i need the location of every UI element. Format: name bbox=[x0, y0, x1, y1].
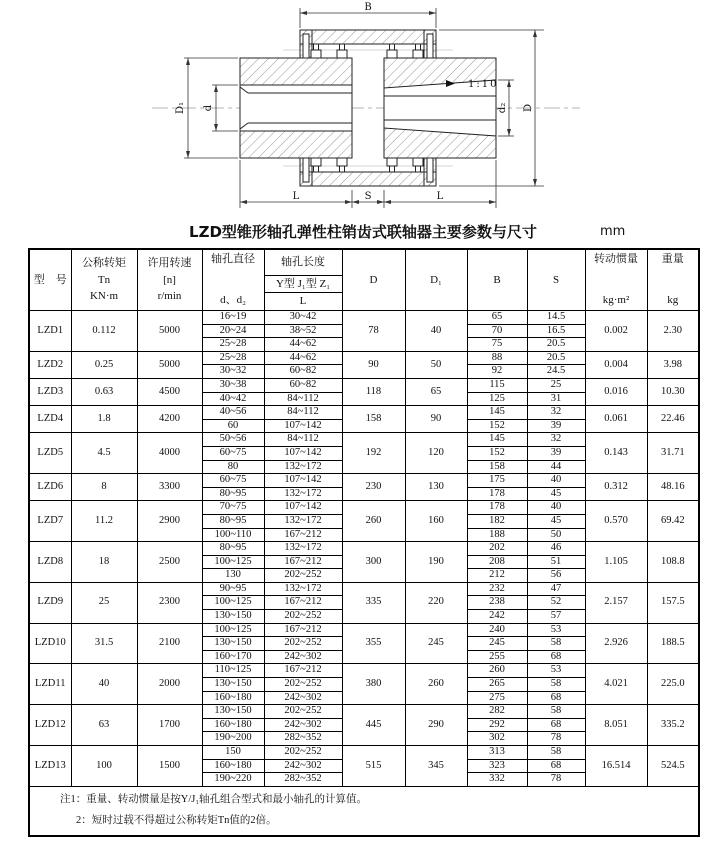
speed-cell: 4000 bbox=[137, 433, 202, 474]
dim-B-cell: 175 bbox=[467, 474, 527, 488]
dim-D1-cell: 130 bbox=[405, 474, 467, 501]
bore-length-cell: 132~172 bbox=[264, 514, 342, 528]
dim-B-cell: 115 bbox=[467, 378, 527, 392]
unit-label: mm bbox=[600, 224, 626, 239]
notes-cell bbox=[29, 786, 699, 836]
dim-label-D1: D₁ bbox=[175, 101, 186, 115]
dim-B-cell: 240 bbox=[467, 623, 527, 637]
bore-diameter-cell: 80~95 bbox=[202, 487, 264, 501]
bore-length-cell: 107~142 bbox=[264, 474, 342, 488]
model-cell: LZD4 bbox=[29, 406, 71, 433]
spec-row bbox=[29, 311, 699, 325]
bore-diameter-cell: 25~28 bbox=[202, 351, 264, 365]
taper-ratio-label: 1:10 bbox=[468, 79, 499, 90]
dim-S-cell: 58 bbox=[527, 678, 585, 692]
spec-row bbox=[29, 582, 699, 596]
bore-diameter-cell: 160~180 bbox=[202, 759, 264, 773]
dim-D1-cell: 245 bbox=[405, 623, 467, 664]
bore-diameter-cell: 100~125 bbox=[202, 555, 264, 569]
weight-cell: 225.0 bbox=[647, 664, 699, 705]
speed-cell: 2100 bbox=[137, 623, 202, 664]
bore-symbols: d、d₂ bbox=[220, 294, 246, 306]
dim-S-cell: 40 bbox=[527, 474, 585, 488]
dim-B-cell: 75 bbox=[467, 338, 527, 352]
spec-table-body bbox=[29, 311, 699, 787]
bore-diameter-cell: 20~24 bbox=[202, 324, 264, 338]
speed-cell: 2900 bbox=[137, 501, 202, 542]
speed-cell: 5000 bbox=[137, 311, 202, 352]
dim-S-cell: 44 bbox=[527, 460, 585, 474]
spec-table bbox=[28, 248, 700, 837]
bore-diameter-cell: 30~32 bbox=[202, 365, 264, 379]
dim-S-cell: 52 bbox=[527, 596, 585, 610]
dim-D-cell: 118 bbox=[342, 378, 405, 405]
inertia-cell: 0.002 bbox=[585, 311, 647, 352]
weight-cell: 31.71 bbox=[647, 433, 699, 474]
speed-cell: 1500 bbox=[137, 746, 202, 787]
dim-B-cell: 255 bbox=[467, 650, 527, 664]
weight-cell: 335.2 bbox=[647, 705, 699, 746]
dim-B-cell: 275 bbox=[467, 691, 527, 705]
spec-row bbox=[29, 474, 699, 488]
bore-diameter-cell: 130~150 bbox=[202, 678, 264, 692]
dim-B-cell: 182 bbox=[467, 514, 527, 528]
col-header-model: 型 号 bbox=[29, 249, 71, 311]
dim-B-cell: 152 bbox=[467, 419, 527, 433]
bore-diameter-cell: 90~95 bbox=[202, 582, 264, 596]
dim-D1-cell: 190 bbox=[405, 542, 467, 583]
bore-diameter-cell: 60 bbox=[202, 419, 264, 433]
spec-row bbox=[29, 378, 699, 392]
col-header-inertia bbox=[585, 249, 647, 311]
dim-S-cell: 46 bbox=[527, 542, 585, 556]
dim-D-cell: 380 bbox=[342, 664, 405, 705]
bore-header-line: 轴孔直径 bbox=[211, 253, 255, 265]
model-cell: LZD7 bbox=[29, 501, 71, 542]
dim-B-cell: 292 bbox=[467, 718, 527, 732]
weight-cell: 2.30 bbox=[647, 311, 699, 352]
bore-length-cell: 167~212 bbox=[264, 528, 342, 542]
dim-B-cell: 145 bbox=[467, 406, 527, 420]
model-cell: LZD5 bbox=[29, 433, 71, 474]
speed-cell: 5000 bbox=[137, 351, 202, 378]
bore-length-cell: 84~112 bbox=[264, 406, 342, 420]
dim-D1-cell: 120 bbox=[405, 433, 467, 474]
bore-diameter-cell: 190~220 bbox=[202, 773, 264, 787]
bore-diameter-cell: 80~95 bbox=[202, 514, 264, 528]
dim-D-cell: 230 bbox=[342, 474, 405, 501]
dim-B-cell: 232 bbox=[467, 582, 527, 596]
dim-B-cell: 260 bbox=[467, 664, 527, 678]
bore-diameter-cell: 110~125 bbox=[202, 664, 264, 678]
torque-cell: 11.2 bbox=[71, 501, 137, 542]
col-header-weight bbox=[647, 249, 699, 311]
dim-S-cell: 39 bbox=[527, 419, 585, 433]
dim-label-S: S bbox=[364, 191, 372, 202]
table-title-row bbox=[28, 220, 698, 244]
model-cell: LZD8 bbox=[29, 542, 71, 583]
bore-length-cell: 132~172 bbox=[264, 542, 342, 556]
dim-S-cell: 39 bbox=[527, 446, 585, 460]
dim-B-cell: 92 bbox=[467, 365, 527, 379]
table-title: LZD型锥形轴孔弹性柱销齿式联轴器主要参数与尺寸 bbox=[189, 223, 537, 241]
col-header-D1: D₁ bbox=[405, 249, 467, 311]
bore-length-cell: 167~212 bbox=[264, 664, 342, 678]
dim-S-cell: 78 bbox=[527, 732, 585, 746]
inertia-cell: 0.570 bbox=[585, 501, 647, 542]
col-header-torque bbox=[71, 249, 137, 311]
bore-length-cell: 60~82 bbox=[264, 365, 342, 379]
torque-cell: 0.112 bbox=[71, 311, 137, 352]
right-hub bbox=[384, 58, 499, 158]
dim-S-cell: 68 bbox=[527, 650, 585, 664]
torque-header-line: 公称转矩 bbox=[82, 257, 126, 269]
dim-D-cell: 260 bbox=[342, 501, 405, 542]
torque-cell: 18 bbox=[71, 542, 137, 583]
torque-cell: 0.25 bbox=[71, 351, 137, 378]
col-header-length-types: Y型 J₁型 Z₁ bbox=[264, 275, 342, 293]
bore-length-cell: 44~62 bbox=[264, 351, 342, 365]
dim-D-cell: 445 bbox=[342, 705, 405, 746]
dim-B-cell: 70 bbox=[467, 324, 527, 338]
speed-cell: 4200 bbox=[137, 406, 202, 433]
inertia-cell: 2.157 bbox=[585, 582, 647, 623]
dim-D1-cell: 65 bbox=[405, 378, 467, 405]
dim-label-D: D bbox=[523, 103, 534, 113]
inertia-cell: 8.051 bbox=[585, 705, 647, 746]
inertia-cell: 0.004 bbox=[585, 351, 647, 378]
dim-D1-cell: 160 bbox=[405, 501, 467, 542]
bore-diameter-cell: 16~19 bbox=[202, 311, 264, 325]
dim-D1-cell: 40 bbox=[405, 311, 467, 352]
bore-length-cell: 167~212 bbox=[264, 555, 342, 569]
col-header-bore-length: 轴孔长度 bbox=[264, 249, 342, 275]
bore-length-cell: 107~142 bbox=[264, 419, 342, 433]
weight-cell: 188.5 bbox=[647, 623, 699, 664]
col-header-B: B bbox=[467, 249, 527, 311]
dim-B-cell: 125 bbox=[467, 392, 527, 406]
dim-B-cell: 238 bbox=[467, 596, 527, 610]
bore-diameter-cell: 160~180 bbox=[202, 718, 264, 732]
spec-row bbox=[29, 705, 699, 719]
model-cell: LZD3 bbox=[29, 378, 71, 405]
note-line-1: 注1：重量、转动惯量是按Y/J₁轴孔组合型式和最小轴孔的计算值。 bbox=[60, 793, 367, 805]
bore-length-cell: 84~112 bbox=[264, 392, 342, 406]
spec-table-footer bbox=[29, 786, 699, 836]
dim-D-cell: 192 bbox=[342, 433, 405, 474]
bore-length-cell: 202~252 bbox=[264, 705, 342, 719]
bore-length-cell: 202~252 bbox=[264, 610, 342, 624]
speed-header-line: 许用转速 bbox=[147, 257, 192, 269]
bore-diameter-cell: 100~125 bbox=[202, 623, 264, 637]
dim-S-cell: 58 bbox=[527, 746, 585, 760]
col-header-S: S bbox=[527, 249, 585, 311]
spec-row bbox=[29, 406, 699, 420]
bore-diameter-cell: 80 bbox=[202, 460, 264, 474]
bore-length-cell: 107~142 bbox=[264, 446, 342, 460]
torque-unit: KN·m bbox=[89, 290, 119, 302]
dim-S-cell: 51 bbox=[527, 555, 585, 569]
bore-length-cell: 30~42 bbox=[264, 311, 342, 325]
speed-cell: 1700 bbox=[137, 705, 202, 746]
dim-B-cell: 265 bbox=[467, 678, 527, 692]
dim-B-cell: 88 bbox=[467, 351, 527, 365]
dim-D-cell: 78 bbox=[342, 311, 405, 352]
bore-diameter-cell: 60~75 bbox=[202, 474, 264, 488]
dim-S-cell: 68 bbox=[527, 691, 585, 705]
torque-cell: 31.5 bbox=[71, 623, 137, 664]
speed-cell: 2300 bbox=[137, 582, 202, 623]
bore-length-cell: 242~302 bbox=[264, 691, 342, 705]
outer-sleeve-bottom bbox=[300, 172, 436, 186]
dim-S-cell: 20.5 bbox=[527, 338, 585, 352]
spec-table-header bbox=[29, 249, 699, 311]
torque-symbol: Tn bbox=[97, 273, 111, 286]
inertia-cell: 0.016 bbox=[585, 378, 647, 405]
torque-cell: 0.63 bbox=[71, 378, 137, 405]
dim-S-cell: 40 bbox=[527, 501, 585, 515]
speed-symbol: [n] bbox=[163, 273, 176, 286]
weight-unit: kg bbox=[667, 294, 679, 306]
model-cell: LZD6 bbox=[29, 474, 71, 501]
inertia-cell: 1.105 bbox=[585, 542, 647, 583]
spec-row bbox=[29, 623, 699, 637]
inertia-cell: 2.926 bbox=[585, 623, 647, 664]
bore-length-cell: 132~172 bbox=[264, 487, 342, 501]
dim-S-cell: 45 bbox=[527, 514, 585, 528]
coupling-section-drawing bbox=[0, 0, 725, 218]
bore-length-cell: 202~252 bbox=[264, 569, 342, 583]
dim-B-cell: 208 bbox=[467, 555, 527, 569]
dim-B-cell: 302 bbox=[467, 732, 527, 746]
inertia-header-line: 转动惯量 bbox=[594, 253, 638, 265]
dim-label-d: d bbox=[203, 104, 214, 112]
torque-cell: 8 bbox=[71, 474, 137, 501]
bore-diameter-cell: 160~170 bbox=[202, 650, 264, 664]
weight-cell: 3.98 bbox=[647, 351, 699, 378]
bore-length-cell: 167~212 bbox=[264, 623, 342, 637]
weight-cell: 157.5 bbox=[647, 582, 699, 623]
dim-B-cell: 178 bbox=[467, 487, 527, 501]
dim-S-cell: 45 bbox=[527, 487, 585, 501]
weight-cell: 22.46 bbox=[647, 406, 699, 433]
speed-unit: r/min bbox=[157, 290, 182, 302]
bore-length-cell: 38~52 bbox=[264, 324, 342, 338]
model-cell: LZD1 bbox=[29, 311, 71, 352]
dim-S-cell: 32 bbox=[527, 406, 585, 420]
bore-diameter-cell: 80~95 bbox=[202, 542, 264, 556]
dim-S-cell: 32 bbox=[527, 433, 585, 447]
inertia-unit: kg·m² bbox=[602, 294, 630, 306]
model-cell: LZD11 bbox=[29, 664, 71, 705]
bore-length-cell: 107~142 bbox=[264, 501, 342, 515]
dim-D-cell: 515 bbox=[342, 746, 405, 787]
bore-length-cell: 202~252 bbox=[264, 637, 342, 651]
bore-diameter-cell: 100~110 bbox=[202, 528, 264, 542]
bore-diameter-cell: 25~28 bbox=[202, 338, 264, 352]
dim-D-cell: 335 bbox=[342, 582, 405, 623]
col-header-bore-diameter bbox=[202, 249, 264, 311]
dim-S-cell: 24.5 bbox=[527, 365, 585, 379]
dim-S-cell: 31 bbox=[527, 392, 585, 406]
spec-row bbox=[29, 542, 699, 556]
dim-B-cell: 242 bbox=[467, 610, 527, 624]
spec-row bbox=[29, 351, 699, 365]
bore-length-cell: 282~352 bbox=[264, 732, 342, 746]
spec-row bbox=[29, 746, 699, 760]
bore-length-cell: 60~82 bbox=[264, 378, 342, 392]
dim-S-cell: 57 bbox=[527, 610, 585, 624]
left-hub bbox=[240, 58, 352, 158]
dim-D1-cell: 220 bbox=[405, 582, 467, 623]
bore-length-cell: 282~352 bbox=[264, 773, 342, 787]
bore-diameter-cell: 70~75 bbox=[202, 501, 264, 515]
dim-B-cell: 212 bbox=[467, 569, 527, 583]
bore-length-cell: 132~172 bbox=[264, 582, 342, 596]
torque-cell: 1.8 bbox=[71, 406, 137, 433]
dim-S-cell: 58 bbox=[527, 637, 585, 651]
dim-D-cell: 158 bbox=[342, 406, 405, 433]
dim-S-cell: 53 bbox=[527, 623, 585, 637]
dim-label-d2: d₂ bbox=[497, 102, 508, 114]
model-cell: LZD9 bbox=[29, 582, 71, 623]
dim-D-cell: 90 bbox=[342, 351, 405, 378]
bore-length-cell: 84~112 bbox=[264, 433, 342, 447]
torque-cell: 63 bbox=[71, 705, 137, 746]
bore-diameter-cell: 130~150 bbox=[202, 637, 264, 651]
weight-cell: 524.5 bbox=[647, 746, 699, 787]
dim-S-cell: 20.5 bbox=[527, 351, 585, 365]
weight-cell: 10.30 bbox=[647, 378, 699, 405]
outer-sleeve-top bbox=[300, 30, 436, 44]
dim-D1-cell: 345 bbox=[405, 746, 467, 787]
dim-S-cell: 68 bbox=[527, 759, 585, 773]
inertia-cell: 16.514 bbox=[585, 746, 647, 787]
dim-S-cell: 56 bbox=[527, 569, 585, 583]
dim-D1-cell: 50 bbox=[405, 351, 467, 378]
bore-length-cell: 202~252 bbox=[264, 746, 342, 760]
dim-S-cell: 53 bbox=[527, 664, 585, 678]
dim-label-L-right: L bbox=[436, 191, 444, 202]
dim-D1-cell: 90 bbox=[405, 406, 467, 433]
weight-cell: 69.42 bbox=[647, 501, 699, 542]
dim-B-cell: 323 bbox=[467, 759, 527, 773]
inertia-cell: 0.061 bbox=[585, 406, 647, 433]
bore-length-cell: 132~172 bbox=[264, 460, 342, 474]
bore-diameter-cell: 130 bbox=[202, 569, 264, 583]
dim-S-cell: 25 bbox=[527, 378, 585, 392]
bore-diameter-cell: 150 bbox=[202, 746, 264, 760]
dim-B-cell: 313 bbox=[467, 746, 527, 760]
dim-B-cell: 152 bbox=[467, 446, 527, 460]
dim-S-cell: 14.5 bbox=[527, 311, 585, 325]
bore-diameter-cell: 190~200 bbox=[202, 732, 264, 746]
dim-D1-cell: 260 bbox=[405, 664, 467, 705]
dim-D-cell: 355 bbox=[342, 623, 405, 664]
dim-B-cell: 178 bbox=[467, 501, 527, 515]
bore-length-cell: 202~252 bbox=[264, 678, 342, 692]
note-line-2: 2：短时过载不得超过公称转矩Tn值的2倍。 bbox=[76, 814, 277, 826]
dim-S-cell: 50 bbox=[527, 528, 585, 542]
speed-cell: 3300 bbox=[137, 474, 202, 501]
inertia-cell: 0.312 bbox=[585, 474, 647, 501]
bore-diameter-cell: 40~42 bbox=[202, 392, 264, 406]
bore-diameter-cell: 160~180 bbox=[202, 691, 264, 705]
dim-B-cell: 188 bbox=[467, 528, 527, 542]
col-header-D: D bbox=[342, 249, 405, 311]
dim-B-cell: 245 bbox=[467, 637, 527, 651]
bore-diameter-cell: 60~75 bbox=[202, 446, 264, 460]
bore-length-cell: 44~62 bbox=[264, 338, 342, 352]
dim-S-cell: 68 bbox=[527, 718, 585, 732]
speed-cell: 2000 bbox=[137, 664, 202, 705]
dim-B-cell: 65 bbox=[467, 311, 527, 325]
dim-D1-cell: 290 bbox=[405, 705, 467, 746]
bore-diameter-cell: 130~150 bbox=[202, 705, 264, 719]
bore-diameter-cell: 30~38 bbox=[202, 378, 264, 392]
bore-length-cell: 167~212 bbox=[264, 596, 342, 610]
dim-B-cell: 282 bbox=[467, 705, 527, 719]
spec-row bbox=[29, 433, 699, 447]
spec-row bbox=[29, 664, 699, 678]
dim-B-cell: 202 bbox=[467, 542, 527, 556]
bore-length-cell: 242~302 bbox=[264, 650, 342, 664]
speed-cell: 4500 bbox=[137, 378, 202, 405]
dim-label-B: B bbox=[364, 2, 372, 13]
dim-label-L-left: L bbox=[292, 191, 300, 202]
weight-cell: 48.16 bbox=[647, 474, 699, 501]
dim-S-cell: 16.5 bbox=[527, 324, 585, 338]
torque-cell: 40 bbox=[71, 664, 137, 705]
dim-S-cell: 58 bbox=[527, 705, 585, 719]
model-cell: LZD2 bbox=[29, 351, 71, 378]
weight-header-line: 重量 bbox=[661, 253, 684, 265]
bore-diameter-cell: 100~125 bbox=[202, 596, 264, 610]
torque-cell: 100 bbox=[71, 746, 137, 787]
speed-cell: 2500 bbox=[137, 542, 202, 583]
torque-cell: 4.5 bbox=[71, 433, 137, 474]
col-header-speed bbox=[137, 249, 202, 311]
dim-D-cell: 300 bbox=[342, 542, 405, 583]
col-header-length-L: L bbox=[264, 293, 342, 311]
dim-B-cell: 145 bbox=[467, 433, 527, 447]
bore-diameter-cell: 50~56 bbox=[202, 433, 264, 447]
bore-diameter-cell: 40~56 bbox=[202, 406, 264, 420]
dim-B-cell: 158 bbox=[467, 460, 527, 474]
model-cell: LZD10 bbox=[29, 623, 71, 664]
spec-row bbox=[29, 501, 699, 515]
inertia-cell: 4.021 bbox=[585, 664, 647, 705]
dim-S-cell: 78 bbox=[527, 773, 585, 787]
torque-cell: 25 bbox=[71, 582, 137, 623]
inertia-cell: 0.143 bbox=[585, 433, 647, 474]
dim-B-cell: 332 bbox=[467, 773, 527, 787]
bore-diameter-cell: 130~150 bbox=[202, 610, 264, 624]
model-cell: LZD13 bbox=[29, 746, 71, 787]
bore-length-cell: 242~302 bbox=[264, 759, 342, 773]
bore-length-cell: 242~302 bbox=[264, 718, 342, 732]
dim-S-cell: 47 bbox=[527, 582, 585, 596]
weight-cell: 108.8 bbox=[647, 542, 699, 583]
model-cell: LZD12 bbox=[29, 705, 71, 746]
